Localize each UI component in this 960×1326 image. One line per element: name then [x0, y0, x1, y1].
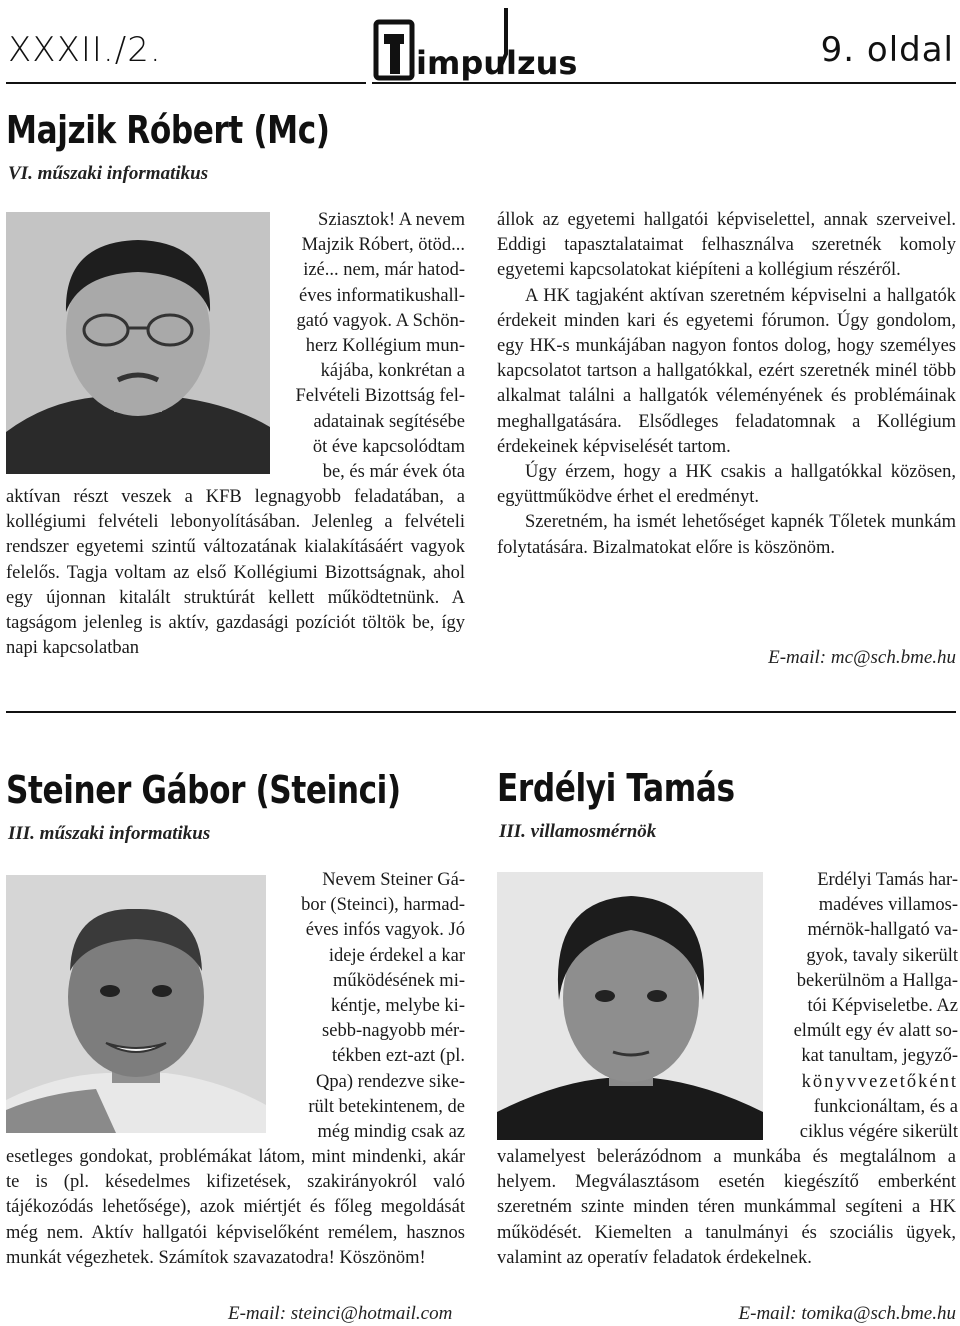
body-paragraph: Szeretném, ha ismét lehetőséget kapnék Tőletek munkám folytatására. Bizalmatokat előre is köszönöm. — [497, 512, 956, 558]
wrap-line: Majzik Róbert, ötöd... — [301, 235, 465, 256]
profile-name: Steiner Gábor (Steinci) — [6, 768, 401, 812]
email-address: E-mail: mc@sch.bme.hu — [768, 647, 956, 668]
wrap-line: adatainak segítésébe — [313, 411, 465, 432]
profile-role: VI. műszaki informatikus — [8, 163, 209, 184]
wrap-line: elmúlt egy év alatt so- — [793, 1021, 958, 1042]
page-number: 9. oldal — [820, 30, 954, 70]
body-paragraph: állok az egyetemi hallgatói képviselettel, annak szerveivel. Eddigi tapasztalataimat felhasználva szeretnék komoly egyetemi kapcsolatokat kiépíteni a kollégium részéről. — [497, 210, 956, 281]
wrap-line: sebb-nagyobb mér- — [322, 1021, 465, 1042]
profile-name: Majzik Róbert (Mc) — [6, 108, 330, 152]
wrap-line: ciklus végére sikerült — [799, 1122, 958, 1143]
body-paragraph: valamelyest belerázódnom a munkába és megtalálnom a helyem. Megválasztásom esetén kiegészítő emberként szeretném szinte minden téren munkámmal segíteni a HK működését. Kiemelten a tanulmányi és szociális ügyek, valamint az operatív feladatok érdekelnek. — [497, 1147, 956, 1268]
wrap-line: funkcionáltam, és a — [813, 1096, 958, 1117]
body-paragraph: esetleges gondokat, problémákat látom, mint mindenki, akár te is (pl. késedelmes kifizetések, szakirányokról való tájékozódás lehetősége), azok miértjét és főleg megoldását még nem. Aktív hallgatói képviselőként remélem, hasznos munkát végezhetek. Számítok szavazatodra! Köszönöm! — [6, 1147, 465, 1268]
profile-wrap-text — [279, 208, 465, 485]
wrap-line: rült betekintenem, de — [308, 1096, 465, 1117]
wrap-line: éves informatikushall- — [299, 285, 465, 306]
profile-photo — [6, 212, 270, 474]
profile-body — [6, 1145, 465, 1271]
wrap-line: kat tanultam, jegyző- — [801, 1046, 958, 1067]
wrap-line: izé... nem, már hatod- — [303, 260, 465, 281]
wrap-line: öt éve kapcsolódtam — [312, 436, 465, 457]
wrap-line: herz Kollégium mun- — [305, 336, 465, 357]
email-address: E-mail: tomika@sch.bme.hu — [738, 1303, 956, 1324]
body-paragraph: aktívan részt veszek a KFB legnagyobb feladatában, a kollégiumi felvételi lebonyolításában. Jelenleg a felvételi rendszer egyetemi szintű változatának kialakításáért vagyok felelős. Tagja voltam az első Kollégiumi Bizottságnak, ahol egy újonnan kitalált struktúrát kellett működtetnünk. A tagságom jelenleg is aktív, gazdasági pozíciót töltök be, így napi kapcsolatban — [6, 487, 465, 659]
profile-photo — [6, 875, 266, 1133]
wrap-line: bor (Steinci), harmad- — [301, 895, 465, 916]
wrap-line: bekerülnöm a Hallga- — [796, 970, 958, 991]
logo-wordmark: impulzus — [416, 44, 578, 82]
profile-photo — [497, 872, 763, 1140]
profile-name: Erdélyi Tamás — [497, 766, 735, 810]
wrap-line: még mindig csak az — [317, 1122, 465, 1143]
body-paragraph: Úgy érzem, hogy a HK csakis a hallgatókkal közösen, együttműködve érhet el eredményt. — [497, 462, 956, 508]
wrap-line: Erdélyi Tamás har- — [817, 870, 958, 890]
profile-body-col1 — [6, 485, 465, 661]
header-rule-right — [584, 82, 956, 84]
wrap-line: Nevem Steiner Gá- — [322, 870, 465, 890]
profile-wrap-text — [272, 868, 465, 1145]
wrap-line: kéntje, melybe ki- — [330, 996, 465, 1017]
profile-role: III. villamosmérnök — [499, 821, 657, 842]
wrap-line: mérnök-hallgató va- — [807, 920, 958, 941]
profile-role: III. műszaki informatikus — [8, 823, 211, 844]
profile-body-col2 — [497, 208, 956, 561]
section-divider — [6, 711, 956, 713]
wrap-line: éves infós vagyok. Jó — [305, 920, 465, 941]
wrap-line: működésének mi- — [332, 970, 465, 991]
wrap-line: ideje érdekel a kar — [328, 945, 465, 966]
wrap-line: könyvvezetőként — [801, 1071, 958, 1092]
wrap-line: madéves villamos- — [818, 895, 958, 916]
issue-number: XXXII./2. — [8, 30, 162, 70]
wrap-line: gyok, tavaly sikerült — [806, 945, 958, 966]
header-rule-left — [6, 82, 366, 84]
wrap-line: kájába, konkrétan a — [320, 361, 465, 382]
body-paragraph: A HK tagjaként aktívan szeretném képviselni a hallgatók érdekeit minden kari és egyetemi fórumon. Úgy gondolom, egy HK-s munkájában nagyon fontos dolog, hogy személyes kapcsolatot tartson a hallgatókkal, ezért szeretnék minél több alkalmat találni a hallgatók véleményének és problémáinak meghallgatására. Elsődleges feladatomnak a Kollégium érdekeinek képviselését tartom. — [497, 285, 956, 457]
wrap-line: tékben ezt-azt (pl. — [331, 1046, 465, 1067]
wrap-line: Felvételi Bizottság fel- — [295, 386, 465, 407]
profile-wrap-text — [770, 868, 958, 1145]
wrap-line: tói Képviseletbe. Az — [807, 996, 958, 1017]
email-address: E-mail: steinci@hotmail.com — [228, 1303, 453, 1324]
wrap-line: gató vagyok. A Schön- — [296, 310, 465, 331]
wrap-line: Sziasztok! A nevem — [318, 210, 465, 230]
wrap-line: be, és már évek óta — [322, 462, 465, 483]
wrap-line: Qpa) rendezve sike- — [316, 1071, 465, 1092]
impulzus-logo — [372, 4, 584, 86]
profile-body — [497, 1145, 956, 1271]
